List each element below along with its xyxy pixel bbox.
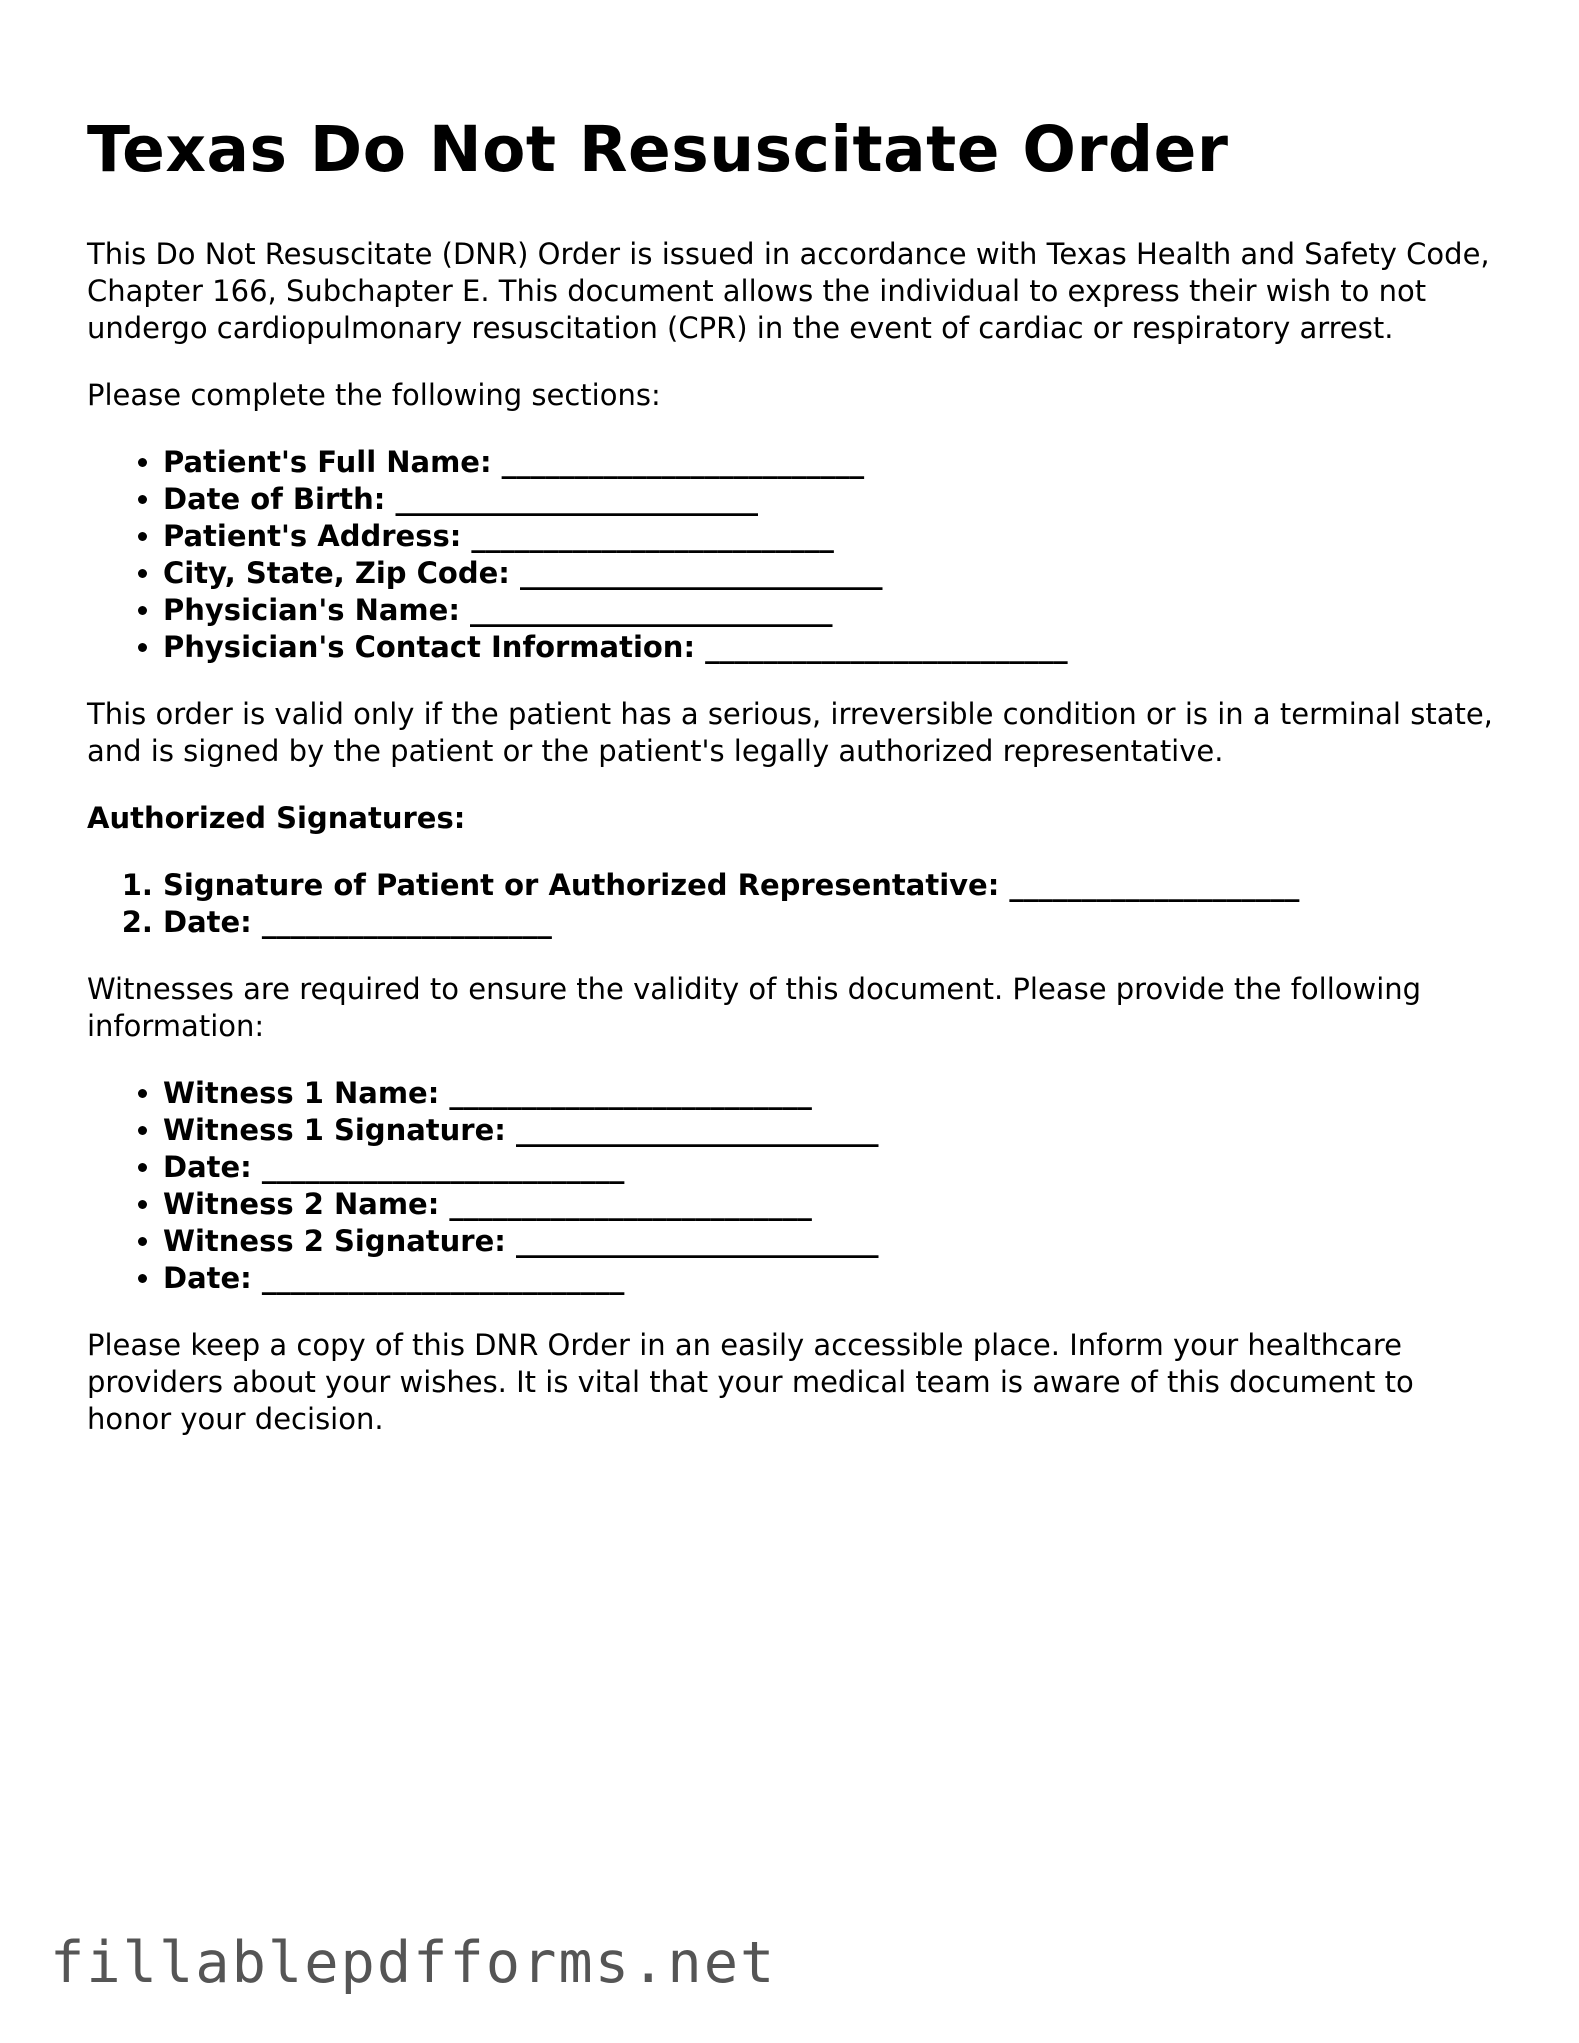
instructions-paragraph: Please complete the following sections:: [87, 378, 661, 412]
signature-date-field: 2. Date: ____________________: [163, 904, 1507, 941]
witness-1-signature-field: • Witness 1 Signature: _________________________: [163, 1112, 1507, 1149]
closing-paragraph: Please keep a copy of this DNR Order in an easily accessible place. Inform your healthcare providers about your wishes. It is vital that your medical team is aware of this document to honor your decision.: [87, 1328, 1414, 1436]
physician-name-field: • Physician's Name: _________________________: [163, 592, 1507, 629]
document-page: [87, 108, 1507, 1468]
witness-2-date-field: • Date: _________________________: [163, 1260, 1507, 1297]
witness-1-name-field: • Witness 1 Name: _________________________: [163, 1075, 1507, 1112]
city-state-zip-field: • City, State, Zip Code: _________________________: [163, 555, 1507, 592]
validity-paragraph: This order is valid only if the patient has a serious, irreversible condition or is in a terminal state, and is signed by the patient or the patient's legally authorized representative.: [87, 697, 1493, 768]
intro-paragraph: This Do Not Resuscitate (DNR) Order is issued in accordance with Texas Health and Safety Code, Chapter 166, Subchapter E. This document allows the individual to express their wish to not undergo cardiopulmonary resuscitation (CPR) in the event of cardiac or respiratory arrest.: [87, 237, 1490, 345]
watermark: fillablepdfforms.net: [50, 1930, 777, 1996]
patient-signature-field: 1. Signature of Patient or Authorized Representative: ____________________: [163, 867, 1507, 904]
witness-2-name-field: • Witness 2 Name: _________________________: [163, 1186, 1507, 1223]
physician-contact-field: • Physician's Contact Information: _________________________: [163, 629, 1507, 666]
patient-full-name-field: • Patient's Full Name: _________________________: [163, 444, 1507, 481]
witness-intro-paragraph: Witnesses are required to ensure the validity of this document. Please provide the following information:: [87, 972, 1422, 1043]
date-of-birth-field: • Date of Birth: _________________________: [163, 481, 1507, 518]
patient-fields-list: [87, 444, 1507, 666]
signature-fields-list: [87, 867, 1507, 941]
witness-fields-list: [87, 1075, 1507, 1297]
witness-2-signature-field: • Witness 2 Signature: _________________________: [163, 1223, 1507, 1260]
witness-1-date-field: • Date: _________________________: [163, 1149, 1507, 1186]
patient-address-field: • Patient's Address: _________________________: [163, 518, 1507, 555]
document-title: Texas Do Not Resuscitate Order: [87, 113, 1229, 186]
signatures-heading: Authorized Signatures:: [87, 801, 466, 835]
